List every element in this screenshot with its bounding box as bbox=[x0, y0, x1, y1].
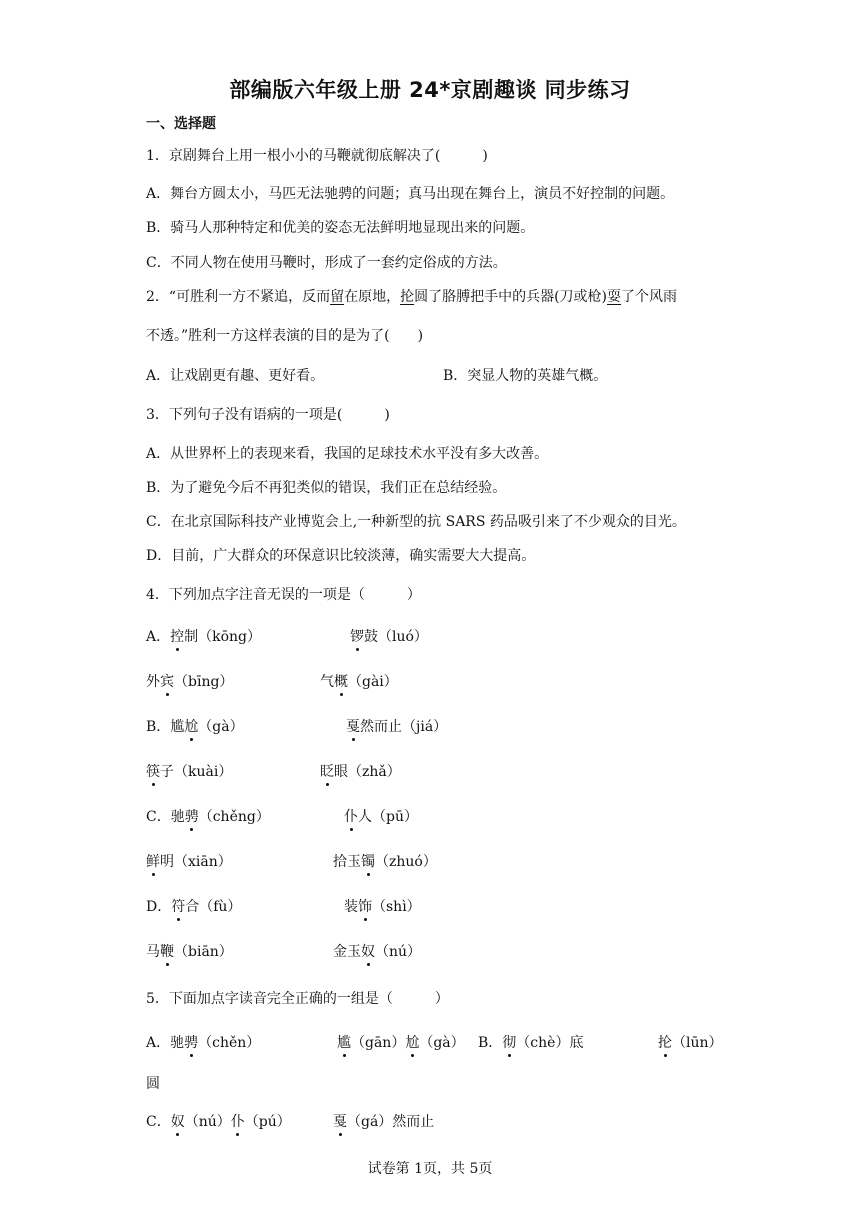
dotted-char: 尬 bbox=[184, 719, 199, 735]
dotted-char: 奴 bbox=[170, 1114, 185, 1130]
dotted-char: 筷 bbox=[146, 764, 160, 780]
question-4-option-d-item2: 装饰（shì） bbox=[344, 899, 421, 915]
question-4-option-b-item1: B．尴尬（gà） bbox=[146, 719, 244, 735]
dotted-char: 眨 bbox=[320, 764, 334, 780]
question-5-option-c-item1: C．奴（nú）仆（pú） bbox=[146, 1114, 291, 1130]
question-4-option-a-item1: A．控制（kōng） bbox=[146, 629, 262, 645]
question-4-option-d-item3: 马鞭（biān） bbox=[146, 944, 233, 960]
page-title: 部编版六年级上册 24*京剧趣谈 同步练习 bbox=[229, 78, 631, 102]
dotted-char: 尴 bbox=[337, 1035, 351, 1051]
question-3-option-c: C．在北京国际科技产业博览会上,一种新型的抗 SARS 药品吸引来了不少观众的目光。 bbox=[146, 514, 686, 530]
question-4-stem: 4．下列加点字注音无误的一项是（ ） bbox=[146, 587, 421, 603]
dotted-char: 宾 bbox=[160, 674, 174, 690]
question-4-option-b-item2: 戛然而止（jiá） bbox=[346, 719, 448, 735]
question-3-option-b: B．为了避免今后不再犯类似的错误，我们正在总结经验。 bbox=[146, 480, 507, 496]
dotted-char: 饰 bbox=[358, 899, 372, 915]
dotted-char: 控 bbox=[170, 629, 185, 645]
page-footer: 试卷第 1页，共 5页 bbox=[367, 1161, 493, 1177]
question-2-stem-line2: 不透。”胜利一方这样表演的目的是为了( ) bbox=[146, 328, 424, 344]
question-1-option-b: B．骑马人那种特定和优美的姿态无法鲜明地显现出来的问题。 bbox=[146, 220, 535, 236]
question-4-option-c-item4: 拾玉镯（zhuó） bbox=[333, 854, 437, 870]
question-4-option-a-item2: 锣鼓（luó） bbox=[350, 629, 428, 645]
underlined-char: 耍 bbox=[607, 289, 622, 305]
question-4-option-c-item2: 仆人（pū） bbox=[344, 809, 418, 825]
dotted-char: 彻 bbox=[502, 1035, 517, 1051]
question-2-stem: 2．“可胜利一方不紧追，反而留在原地，抡圆了胳膊把手中的兵器(刀或枪)耍了个风雨 bbox=[146, 289, 678, 305]
question-4-option-a-item4: 气概（gài） bbox=[320, 674, 398, 690]
question-4-option-a-item3: 外宾（bīng） bbox=[146, 674, 234, 690]
dotted-char: 符 bbox=[171, 899, 186, 915]
dotted-char: 戛 bbox=[346, 719, 360, 735]
dotted-char: 鲜 bbox=[146, 854, 160, 870]
dotted-char: 锣 bbox=[350, 629, 364, 645]
question-2-option-a: A．让戏剧更有趣、更好看。 bbox=[146, 368, 325, 384]
question-4-option-c-item3: 鲜明（xiān） bbox=[146, 854, 232, 870]
section-heading: 一、选择题 bbox=[146, 116, 216, 132]
question-4-option-c-item1: C．驰骋（chěng） bbox=[146, 809, 270, 825]
dotted-char: 抡 bbox=[658, 1035, 672, 1051]
question-5-option-b-item2: 抡（lūn） bbox=[658, 1035, 723, 1051]
dotted-char: 鞭 bbox=[160, 944, 174, 960]
question-3-option-a: A．从世界杯上的表现来看，我国的足球技术水平没有多大改善。 bbox=[146, 446, 549, 462]
question-1-stem: 1．京剧舞台上用一根小小的马鞭就彻底解决了( ) bbox=[146, 148, 488, 164]
question-4-option-b-item3: 筷子（kuài） bbox=[146, 764, 233, 780]
question-3-stem: 3．下列句子没有语病的一项是( ) bbox=[146, 407, 390, 423]
dotted-char: 仆 bbox=[344, 809, 358, 825]
dotted-char: 戛 bbox=[333, 1114, 347, 1130]
question-5-option-b-wrap: 圆 bbox=[146, 1076, 160, 1092]
question-5-stem: 5．下面加点字读音完全正确的一组是（ ） bbox=[146, 991, 449, 1007]
question-5-option-a-item1: A．驰骋（chěn） bbox=[146, 1035, 261, 1051]
underlined-char: 留 bbox=[330, 289, 345, 305]
dotted-char: 骋 bbox=[184, 809, 199, 825]
question-5-option-c-item2: 戛（gá）然而止 bbox=[333, 1114, 435, 1130]
question-4-option-d-item4: 金玉奴（nú） bbox=[333, 944, 422, 960]
dotted-char: 尬 bbox=[405, 1035, 420, 1051]
question-4-option-d-item1: D．符合（fù） bbox=[146, 899, 242, 915]
question-4-option-b-item4: 眨眼（zhǎ） bbox=[320, 764, 401, 780]
question-1-option-a: A．舞台方圆太小，马匹无法驰骋的问题；真马出现在舞台上，演员不好控制的问题。 bbox=[146, 186, 675, 202]
question-2-option-b: B．突显人物的英雄气概。 bbox=[443, 368, 608, 384]
dotted-char: 骋 bbox=[184, 1035, 199, 1051]
question-1-option-c: C．不同人物在使用马鞭时，形成了一套约定俗成的方法。 bbox=[146, 255, 507, 271]
dotted-char: 概 bbox=[334, 674, 348, 690]
dotted-char: 仆 bbox=[230, 1114, 245, 1130]
question-5-option-a-item2: 尴（gān）尬（gà） bbox=[337, 1035, 465, 1051]
dotted-char: 镯 bbox=[361, 854, 375, 870]
question-3-option-d: D．目前，广大群众的环保意识比较淡薄，确实需要大大提高。 bbox=[146, 548, 536, 564]
dotted-char: 奴 bbox=[361, 944, 375, 960]
underlined-char: 抡 bbox=[400, 289, 415, 305]
question-5-option-b-item1: B．彻（chè）底 bbox=[478, 1035, 584, 1051]
